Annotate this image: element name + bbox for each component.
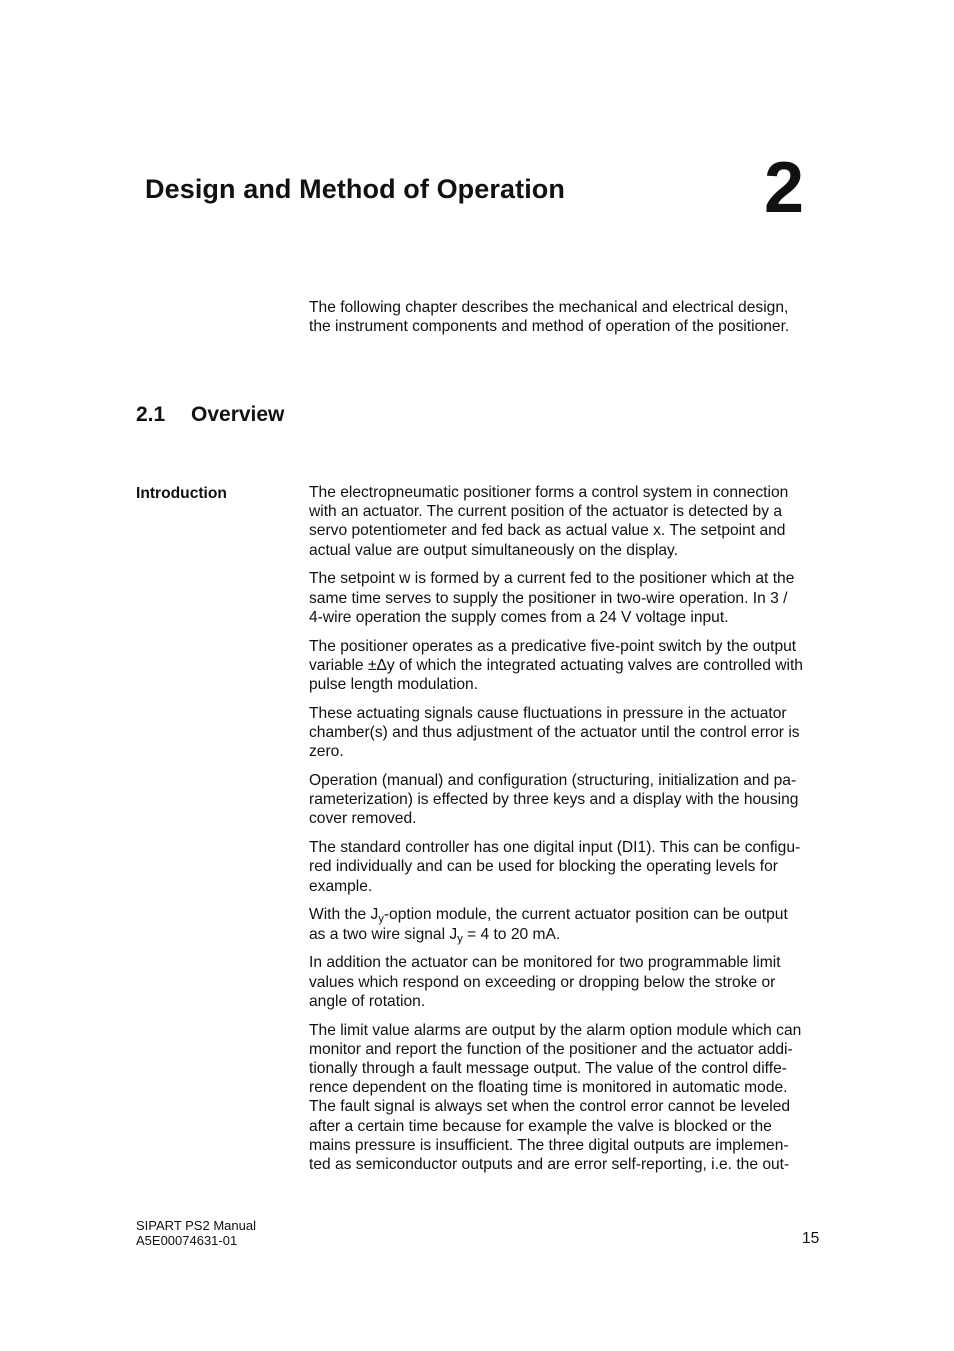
subscript: y bbox=[378, 913, 384, 926]
paragraph bbox=[309, 704, 829, 762]
paragraph bbox=[309, 953, 829, 1011]
text-line: example. bbox=[309, 877, 373, 895]
text-line: chamber(s) and thus adjustment of the actuator until the control error is bbox=[309, 724, 800, 742]
text-line: 4-wire operation the supply comes from a 24 V voltage input. bbox=[309, 608, 729, 626]
text-line: variable ±Δy of which the integrated actuating valves are controlled with bbox=[309, 656, 803, 674]
text-line: values which respond on exceeding or dropping below the stroke or bbox=[309, 973, 776, 991]
text-line: tionally through a fault message output. The value of the control diffe- bbox=[309, 1060, 787, 1078]
chapter-intro bbox=[309, 298, 829, 336]
section-number: 2.1 bbox=[136, 403, 166, 426]
text-fragment: -option module, the current actuator position can be output bbox=[383, 906, 788, 924]
text-line: pulse length modulation. bbox=[309, 676, 479, 694]
text-fragment: = 4 to 20 mA. bbox=[462, 925, 561, 943]
side-label-introduction: Introduction bbox=[136, 485, 227, 502]
text-line: ted as semiconductor outputs and are error self‑reporting, i.e. the out- bbox=[309, 1156, 790, 1174]
paragraph bbox=[309, 771, 829, 829]
page-number: 15 bbox=[802, 1230, 820, 1247]
paragraph bbox=[309, 637, 829, 695]
intro-line: the instrument components and method of operation of the positioner. bbox=[309, 318, 790, 336]
text-line: zero. bbox=[309, 743, 344, 761]
section-title: Overview bbox=[191, 403, 285, 426]
footer-doc-number: A5E00074631-01 bbox=[136, 1232, 238, 1248]
text-line: These actuating signals cause fluctuations in pressure in the actuator bbox=[309, 704, 787, 722]
text-line: same time serves to supply the positioner in two-wire operation. In 3 / bbox=[309, 589, 788, 607]
intro-line: The following chapter describes the mechanical and electrical design, bbox=[309, 299, 789, 316]
section-heading bbox=[136, 403, 284, 427]
chapter-title: Design and Method of Operation bbox=[145, 174, 565, 204]
text-line: with an actuator. The current position of the actuator is detected by a bbox=[309, 503, 783, 521]
text-line: rence dependent on the floating time is monitored in automatic mode. bbox=[309, 1079, 788, 1097]
text-fragment: as a two wire signal J bbox=[309, 925, 458, 943]
text-line: The fault signal is always set when the control error cannot be leveled bbox=[309, 1098, 791, 1116]
paragraph bbox=[309, 1021, 829, 1175]
text-line bbox=[309, 905, 829, 924]
text-line: In addition the actuator can be monitored for two programmable limit bbox=[309, 954, 781, 972]
text-line: The electropneumatic positioner forms a control system in connection bbox=[309, 484, 789, 501]
subscript: y bbox=[457, 932, 463, 945]
text-line: mains pressure is insufficient. The three digital outputs are implemen- bbox=[309, 1136, 789, 1154]
chapter-number: 2 bbox=[764, 148, 805, 228]
footer-doc-title: SIPART PS2 Manual bbox=[136, 1218, 256, 1233]
text-line: servo potentiometer and fed back as actual value x. The setpoint and bbox=[309, 522, 786, 540]
text-line: cover removed. bbox=[309, 810, 417, 828]
paragraph bbox=[309, 838, 829, 896]
body-column bbox=[309, 483, 829, 1184]
text-line: actual value are output simultaneously on the display. bbox=[309, 541, 678, 559]
text-line: red individually and can be used for blocking the operating levels for bbox=[309, 858, 778, 876]
text-line bbox=[309, 925, 829, 944]
paragraph bbox=[309, 569, 829, 627]
footer-doc-info bbox=[136, 1219, 256, 1248]
text-line: The positioner operates as a predicative five‑point switch by the output bbox=[309, 637, 797, 655]
paragraph-jy-option bbox=[309, 905, 829, 943]
paragraph bbox=[309, 483, 829, 560]
text-line: Operation (manual) and configuration (structuring, initialization and pa- bbox=[309, 772, 797, 790]
text-line: rameterization) is effected by three keys and a display with the housing bbox=[309, 791, 799, 809]
text-line: The standard controller has one digital input (DI1). This can be configu- bbox=[309, 839, 801, 857]
text-line: after a certain time because for example the valve is blocked or the bbox=[309, 1117, 772, 1135]
text-line: The setpoint w is formed by a current fed to the positioner which at the bbox=[309, 570, 795, 588]
text-line: The limit value alarms are output by the alarm option module which can bbox=[309, 1021, 802, 1039]
text-line: angle of rotation. bbox=[309, 992, 426, 1010]
text-fragment: With the J bbox=[309, 906, 379, 924]
text-line: monitor and report the function of the positioner and the actuator addi- bbox=[309, 1040, 793, 1058]
